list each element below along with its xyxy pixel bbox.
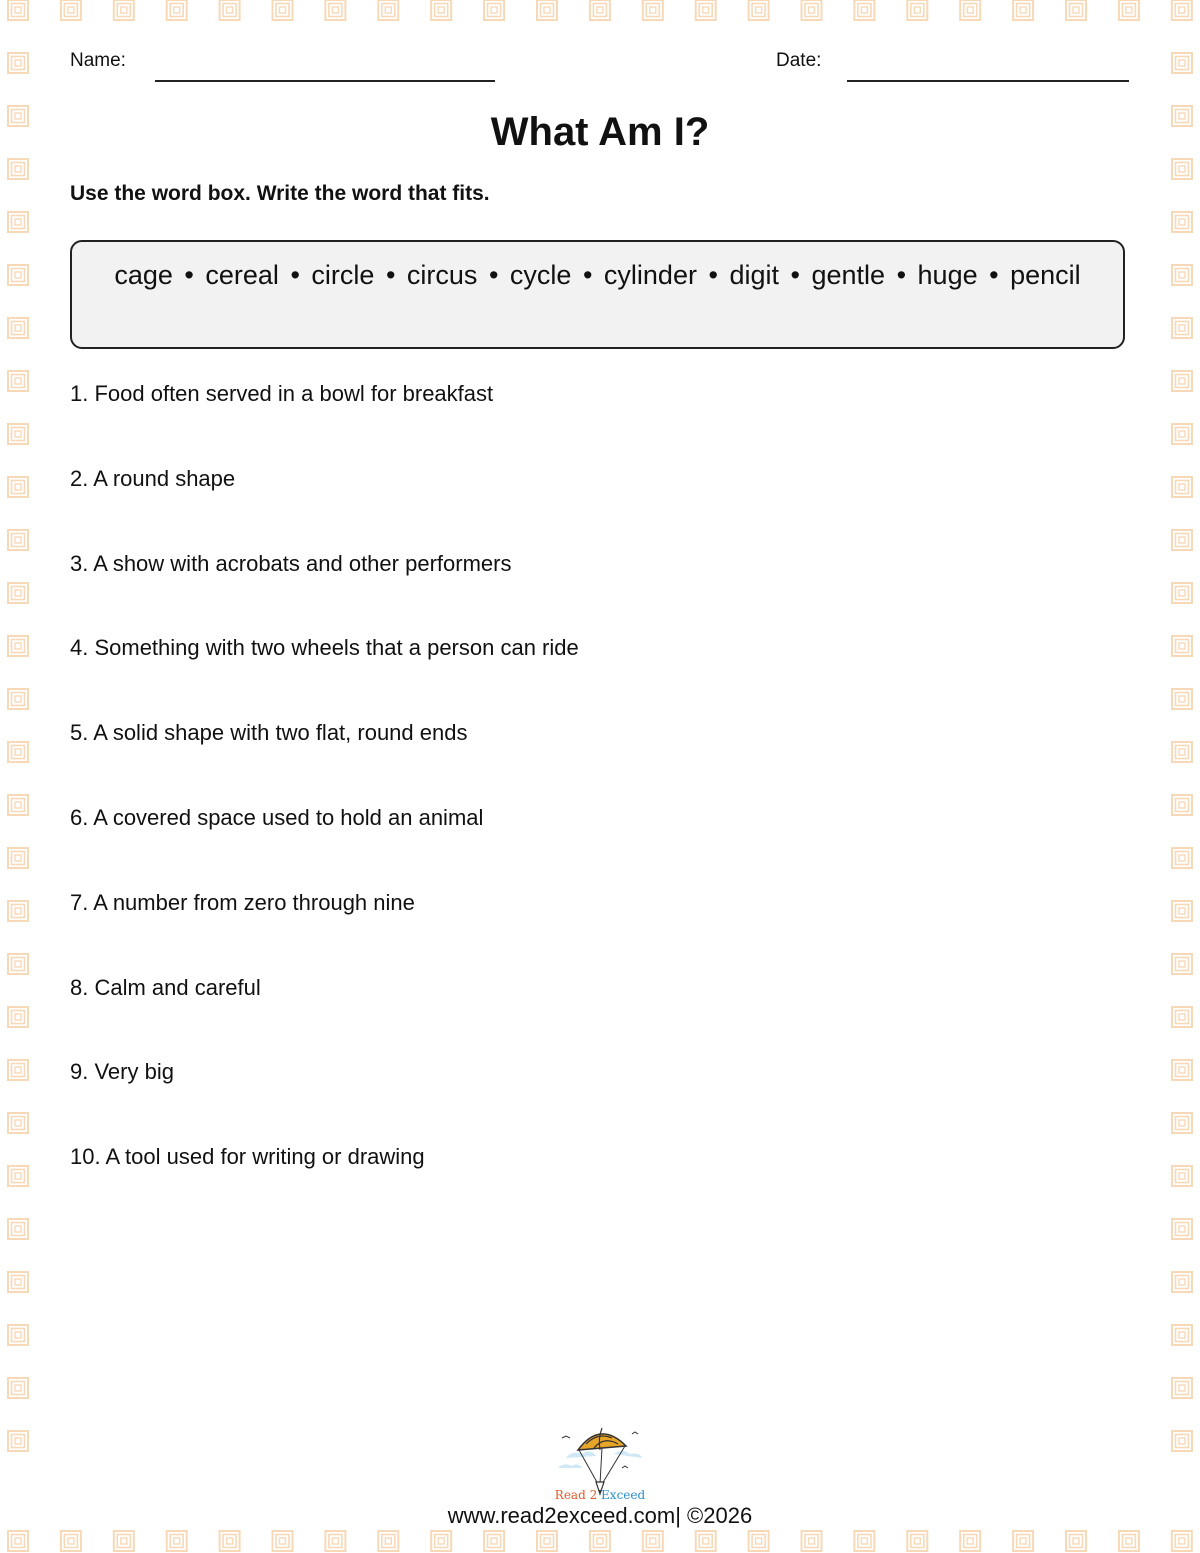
question-item: 10. A tool used for writing or drawing bbox=[70, 1144, 425, 1170]
question-item: 8. Calm and careful bbox=[70, 974, 261, 1000]
word-separator: • bbox=[582, 260, 593, 290]
word-separator: • bbox=[708, 260, 718, 290]
word-separator: • bbox=[989, 260, 999, 290]
footer-text: www.read2exceed.com| ©2026 bbox=[447, 1503, 753, 1528]
word-box-word: cereal bbox=[205, 260, 279, 290]
question-item: 6. A covered space used to hold an animal bbox=[70, 804, 484, 830]
word-separator: • bbox=[290, 260, 300, 290]
word-box-word: huge bbox=[917, 260, 978, 290]
question-item: 7. A number from zero through nine bbox=[70, 889, 415, 915]
question-item: 2. A round shape bbox=[70, 465, 236, 491]
date-field[interactable] bbox=[847, 80, 1129, 82]
word-separator: • bbox=[184, 260, 194, 290]
word-box-word: cage bbox=[114, 260, 173, 290]
word-list bbox=[72, 260, 1123, 291]
word-box-word: digit bbox=[729, 260, 779, 290]
word-box-word: gentle bbox=[811, 260, 886, 290]
page-title: What Am I? bbox=[490, 110, 710, 154]
word-separator: • bbox=[488, 260, 499, 290]
name-label: Name: bbox=[70, 50, 126, 71]
word-separator: • bbox=[790, 260, 800, 290]
question-item: 9. Very big bbox=[70, 1059, 174, 1085]
instructions: Use the word box. Write the word that fits. bbox=[70, 182, 490, 205]
question-item: 1. Food often served in a bowl for breakfast bbox=[70, 381, 494, 406]
word-box-word: cylinder bbox=[603, 260, 697, 290]
word-box-word: pencil bbox=[1010, 260, 1081, 290]
word-separator: • bbox=[896, 260, 907, 290]
question-item: 4. Something with two wheels that a person can ride bbox=[70, 635, 579, 661]
word-box bbox=[70, 240, 1125, 349]
word-box-word: cycle bbox=[509, 260, 572, 290]
question-item: 5. A solid shape with two flat, round ends bbox=[70, 720, 468, 746]
word-box-word: circle bbox=[311, 260, 375, 290]
question-list bbox=[70, 379, 579, 1227]
name-field[interactable] bbox=[155, 80, 495, 82]
logo-text: Read 2 Exceed bbox=[554, 1488, 646, 1502]
date-label: Date: bbox=[776, 50, 822, 71]
question-item: 3. A show with acrobats and other performers bbox=[70, 550, 512, 576]
word-separator: • bbox=[385, 260, 396, 290]
word-box-word: circus bbox=[406, 260, 478, 290]
